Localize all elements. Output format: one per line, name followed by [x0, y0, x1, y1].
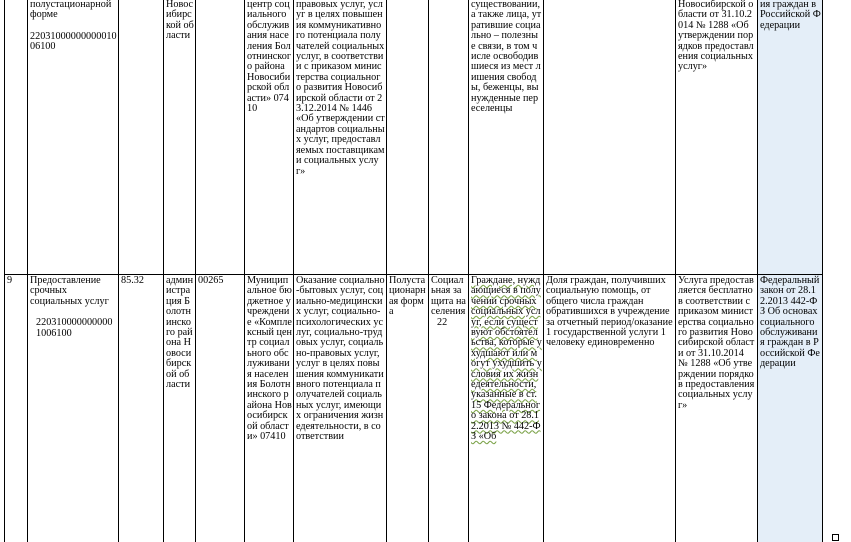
services-table — [4, 0, 823, 542]
cell-okved: 85.32 — [119, 275, 164, 542]
cell-recipients: существовании, а также лица, утратившие социально – полезные связи, в том числе освободившиеся из мест лишения свободы, беженцы, вынужденные переселенцы — [469, 0, 544, 275]
cell-okved — [119, 0, 164, 275]
cell-authority-code: 00265 — [196, 275, 245, 542]
service-code: 2203100000000001006100 — [30, 30, 117, 53]
cell-content: правовых услуг, услуг в целях повышения коммуникативного потенциала получателей социальных услуг, в соответствии с приказом министерства социального развития Новосибирской области от 23.12.2014 № 1446 «Об утверждении стандартов социальных услуг, предоставляемых поставщиками социальных услуг» — [294, 0, 387, 275]
cell-sphere — [429, 0, 469, 275]
cell-terms: Услуга предоставляется бесплатно в соответствии с приказом министерства социального развития Новосибирской области от 31.10.2014 № 1288 «Об утверждении порядков предоставления социальных услуг» — [676, 275, 758, 542]
service-name-text: Предоставление срочных социальных услуг — [30, 275, 109, 307]
cell-institution: центр социального обслуживания населения Болотнинского района Новосибирской области» 07410 — [245, 0, 294, 275]
table-row — [5, 0, 823, 275]
cell-authority-code — [196, 0, 245, 275]
cell-authority: Новосибирской области — [164, 0, 196, 275]
cell-number: 9 — [5, 275, 28, 542]
cell-sphere — [429, 275, 469, 542]
cell-service-name — [28, 0, 119, 275]
service-code: 2203100000000001006100 — [36, 317, 113, 339]
cell-terms: Новосибирской области от 31.10.2014 № 1288 «Об утверждении порядков предоставления социальных услуг» — [676, 0, 758, 275]
cell-number — [5, 0, 28, 275]
resize-handle-icon[interactable] — [832, 534, 839, 541]
sphere-text: Социальная защита населения — [431, 275, 466, 318]
cell-indicator: Доля граждан, получивших социальную помощь, от общего числа граждан обратившихся в учреждение за отчетный период/оказание 1 государственной услуги 1 человеку единовременно — [544, 275, 676, 542]
cell-indicator — [544, 0, 676, 275]
cell-law: ия граждан в Российской Федерации — [758, 0, 823, 275]
cell-institution: Муниципальное бюджетное учреждение «Комплексный центр социального обслуживания населения Болотнинского района Новосибирской области» 07410 — [245, 275, 294, 542]
cell-form: Полустационарная форма — [387, 275, 429, 542]
sphere-code: 22 — [437, 316, 448, 328]
service-name-text: полустационарной форме — [30, 0, 112, 21]
cell-authority: администрация Болотнинского района Новосибирской области — [164, 275, 196, 542]
cell-form — [387, 0, 429, 275]
cell-service-name — [28, 275, 119, 542]
cell-content: Оказание социально-бытовых услуг, социально-медицинских услуг, социально-психологических услуг, социально-трудовых услуг, социально-правовых услуг, услуг в целях повышения коммуникативного потенциала получателей социальных услуг, имеющих ограничения жизнедеятельности, в соответствии — [294, 275, 387, 542]
cell-recipients: Граждане, нуждающиеся в получении срочных социальных услуг, если существуют обстоятельства, которые ухудшают или могут ухудшить условия их жизнедеятельности, указанные в ст. 15 Федерального закона от 28.12.2013 № 442-ФЗ «Об — [469, 275, 544, 542]
table-row — [5, 275, 823, 542]
cell-law: Федеральный закон от 28.12.2013 442-ФЗ Об основах социального обслуживания граждан в Российской Федерации — [758, 275, 823, 542]
